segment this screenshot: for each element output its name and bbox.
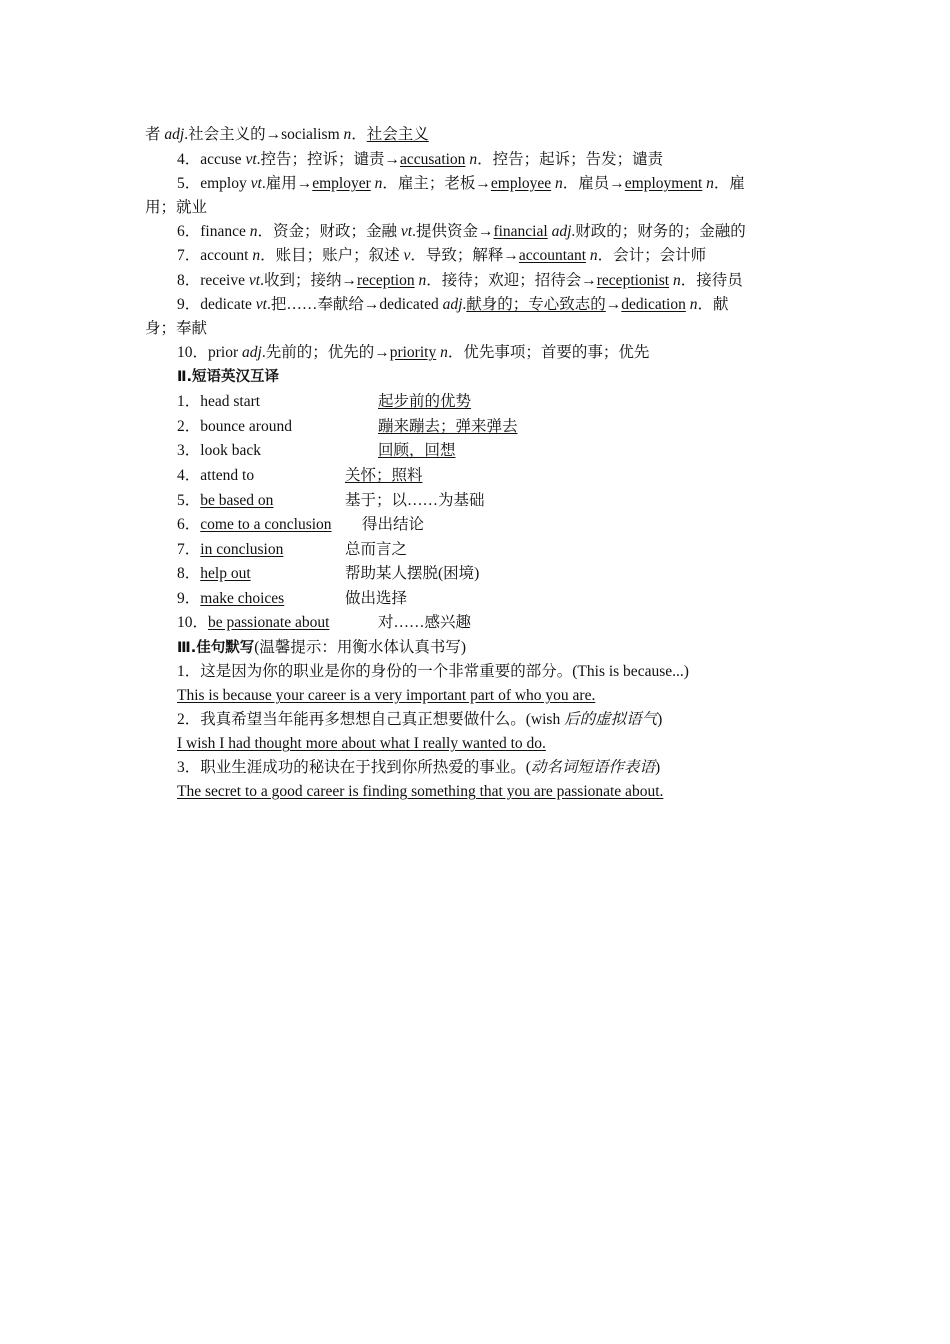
pos-n: n	[414, 272, 427, 289]
phrase-zh: 蹦来蹦去；弹来弹去	[378, 418, 518, 435]
pos-vt: vt	[248, 272, 261, 289]
text: 3．职业生涯成功的秘诀在于找到你所热爱的事业。(	[177, 759, 531, 776]
text: 8．receive	[177, 272, 249, 289]
pos-n: n	[702, 175, 714, 192]
pos-n: n	[252, 247, 261, 264]
phrase-en: bounce around	[200, 418, 292, 435]
text: ．接待；欢迎；招待会→	[426, 272, 597, 289]
phrase-en: make choices	[200, 590, 285, 607]
answer-blank: accountant	[518, 247, 587, 264]
phrase-en: in conclusion	[200, 541, 284, 558]
pos-adj: adj	[164, 126, 185, 143]
phrase-row-7	[177, 540, 810, 560]
pos-adj: adj	[547, 223, 572, 240]
num: 7．	[177, 541, 201, 558]
vocab-line-prior	[177, 343, 810, 363]
phrase-zh: 总而言之	[345, 541, 408, 558]
phrase-row-1	[177, 392, 810, 412]
phrase-zh: 起步前的优势	[378, 393, 472, 410]
vocab-line-dedicate-wrap	[145, 319, 810, 339]
sentence-answer-3: The secret to a good career is finding something that you are passionate about.	[177, 783, 664, 800]
phrase-row-3	[177, 441, 810, 461]
phrase-en: head start	[200, 393, 261, 410]
answer-blank: financial	[493, 223, 548, 240]
vocab-line-employ-wrap	[145, 198, 810, 218]
text: )	[657, 711, 663, 728]
sentence-prompt-2	[177, 710, 810, 730]
phrase-zh: 做出选择	[345, 590, 408, 607]
answer-blank: employer	[312, 175, 371, 192]
phrase-en: look back	[200, 442, 261, 459]
pos-v: v	[403, 247, 411, 264]
vocab-line-account	[177, 246, 810, 266]
text: 9．dedicate	[177, 296, 256, 313]
phrase-zh: 对……感兴趣	[378, 614, 472, 631]
answer-blank: priority	[389, 344, 437, 361]
answer-blank: dedication	[621, 296, 686, 313]
pos-n: n	[465, 151, 478, 168]
num: 4．	[177, 467, 201, 484]
text: ．献	[697, 296, 729, 313]
sentence-answer-2: I wish I had thought more about what I really wanted to do.	[177, 735, 546, 752]
phrase-en: be based on	[200, 492, 274, 509]
pos-n: n	[249, 223, 258, 240]
num: 3．	[177, 442, 201, 459]
text: ．优先事项；首要的事；优先	[447, 344, 650, 361]
pos-n: n	[436, 344, 448, 361]
text: 用；就业	[145, 199, 208, 216]
pos-n: n	[551, 175, 563, 192]
pos-n: n	[685, 296, 698, 313]
text: 4．accuse	[177, 151, 246, 168]
text: 10．prior	[177, 344, 243, 361]
pos-n: n	[343, 126, 352, 143]
phrase-row-9	[177, 589, 810, 609]
section-title-sentences	[177, 638, 810, 658]
vocab-line-socialism	[145, 125, 810, 145]
text: ．雇主；老板→	[382, 175, 491, 192]
text: .财政的；财务的；金融的	[571, 223, 746, 240]
pos-n: n	[370, 175, 383, 192]
text: .先前的；优先的→	[261, 344, 390, 361]
phrase-row-8	[177, 564, 810, 584]
text: ．会计；会计师	[597, 247, 707, 264]
grammar-hint: 动名词短语作表语	[530, 759, 655, 776]
answer-blank: reception	[356, 272, 415, 289]
text: 者	[145, 126, 165, 143]
text: 身；奉献	[145, 320, 208, 337]
section-title: Ⅲ.佳句默写	[177, 640, 255, 656]
sentence-prompt-1: 1．这是因为你的职业是你的身份的一个非常重要的部分。(This is because...)	[177, 663, 689, 680]
text: 6．finance	[177, 223, 250, 240]
num: 2．	[177, 418, 201, 435]
answer-blank: 献身的；专心致志的	[466, 296, 606, 313]
text: ．接待员	[680, 272, 743, 289]
text: →	[605, 296, 622, 313]
text: .把……奉献给→dedicated	[266, 296, 443, 313]
phrase-zh: 帮助某人摆脱(困境)	[345, 565, 480, 582]
text: .收到；接纳→	[260, 272, 357, 289]
pos-adj: adj	[442, 296, 463, 313]
text: ．资金；财政；金融	[257, 223, 401, 240]
grammar-hint: 后的虚拟语气	[564, 711, 658, 728]
num: 1．	[177, 393, 201, 410]
pos-adj: adj	[242, 344, 262, 361]
section-title-phrases: Ⅱ.短语英汉互译	[177, 369, 280, 385]
pos-vt: vt	[400, 223, 413, 240]
text: ．控告；起诉；告发；谴责	[477, 151, 664, 168]
num: 6．	[177, 516, 201, 533]
answer-blank: employment	[624, 175, 703, 192]
pos-vt: vt	[255, 296, 267, 313]
text: .提供资金→	[412, 223, 494, 240]
num: 9．	[177, 590, 201, 607]
num: 5．	[177, 492, 201, 509]
phrase-en: attend to	[200, 467, 255, 484]
text: .社会主义的→socialism	[184, 126, 344, 143]
pos-n: n	[669, 272, 681, 289]
phrase-en: help out	[200, 565, 251, 582]
phrase-row-4	[177, 466, 810, 486]
text: ．	[351, 126, 367, 143]
text: 7．account	[177, 247, 253, 264]
phrase-en: be passionate about	[208, 614, 330, 631]
phrase-en: come to a conclusion	[200, 516, 332, 533]
pos-vt: vt	[245, 151, 257, 168]
text: .	[462, 296, 467, 313]
vocab-line-accuse	[177, 150, 810, 170]
sentence-answer-1: This is because your career is a very important part of who you are.	[177, 687, 596, 704]
phrase-row-5	[177, 491, 810, 511]
pos-n: n	[586, 247, 598, 264]
vocab-line-receive	[177, 271, 810, 291]
text: .控告；控诉；谴责→	[256, 151, 401, 168]
text: ．雇	[713, 175, 745, 192]
phrase-zh: 回顾，回想	[378, 442, 456, 459]
answer-blank: accusation	[400, 151, 466, 168]
phrase-row-6	[177, 515, 810, 535]
text: )	[654, 759, 661, 776]
text: ．导致；解释→	[410, 247, 519, 264]
text: ．雇员→	[562, 175, 625, 192]
phrase-row-2	[177, 417, 810, 437]
num: 10．	[177, 614, 209, 631]
vocab-line-finance	[177, 222, 810, 242]
phrase-zh: 关怀；照料	[345, 467, 423, 484]
answer-blank: 社会主义	[366, 126, 429, 143]
text: ．账目；账户；叙述	[260, 247, 404, 264]
text: 5．employ	[177, 175, 251, 192]
section-hint: (温馨提示：用衡水体认真书写)	[254, 639, 467, 656]
answer-blank: employee	[490, 175, 552, 192]
pos-vt: vt	[250, 175, 262, 192]
num: 8．	[177, 565, 201, 582]
sentence-prompt-3	[177, 758, 810, 778]
text: .雇用→	[261, 175, 313, 192]
phrase-zh: 得出结论	[362, 516, 425, 533]
vocab-line-employ	[177, 174, 810, 194]
vocab-line-dedicate	[177, 295, 810, 315]
answer-blank: receptionist	[596, 272, 670, 289]
phrase-row-10	[177, 613, 810, 633]
phrase-zh: 基于；以……为基础	[345, 492, 485, 509]
text: 2．我真希望当年能再多想想自己真正想要做什么。(wish	[177, 711, 565, 728]
